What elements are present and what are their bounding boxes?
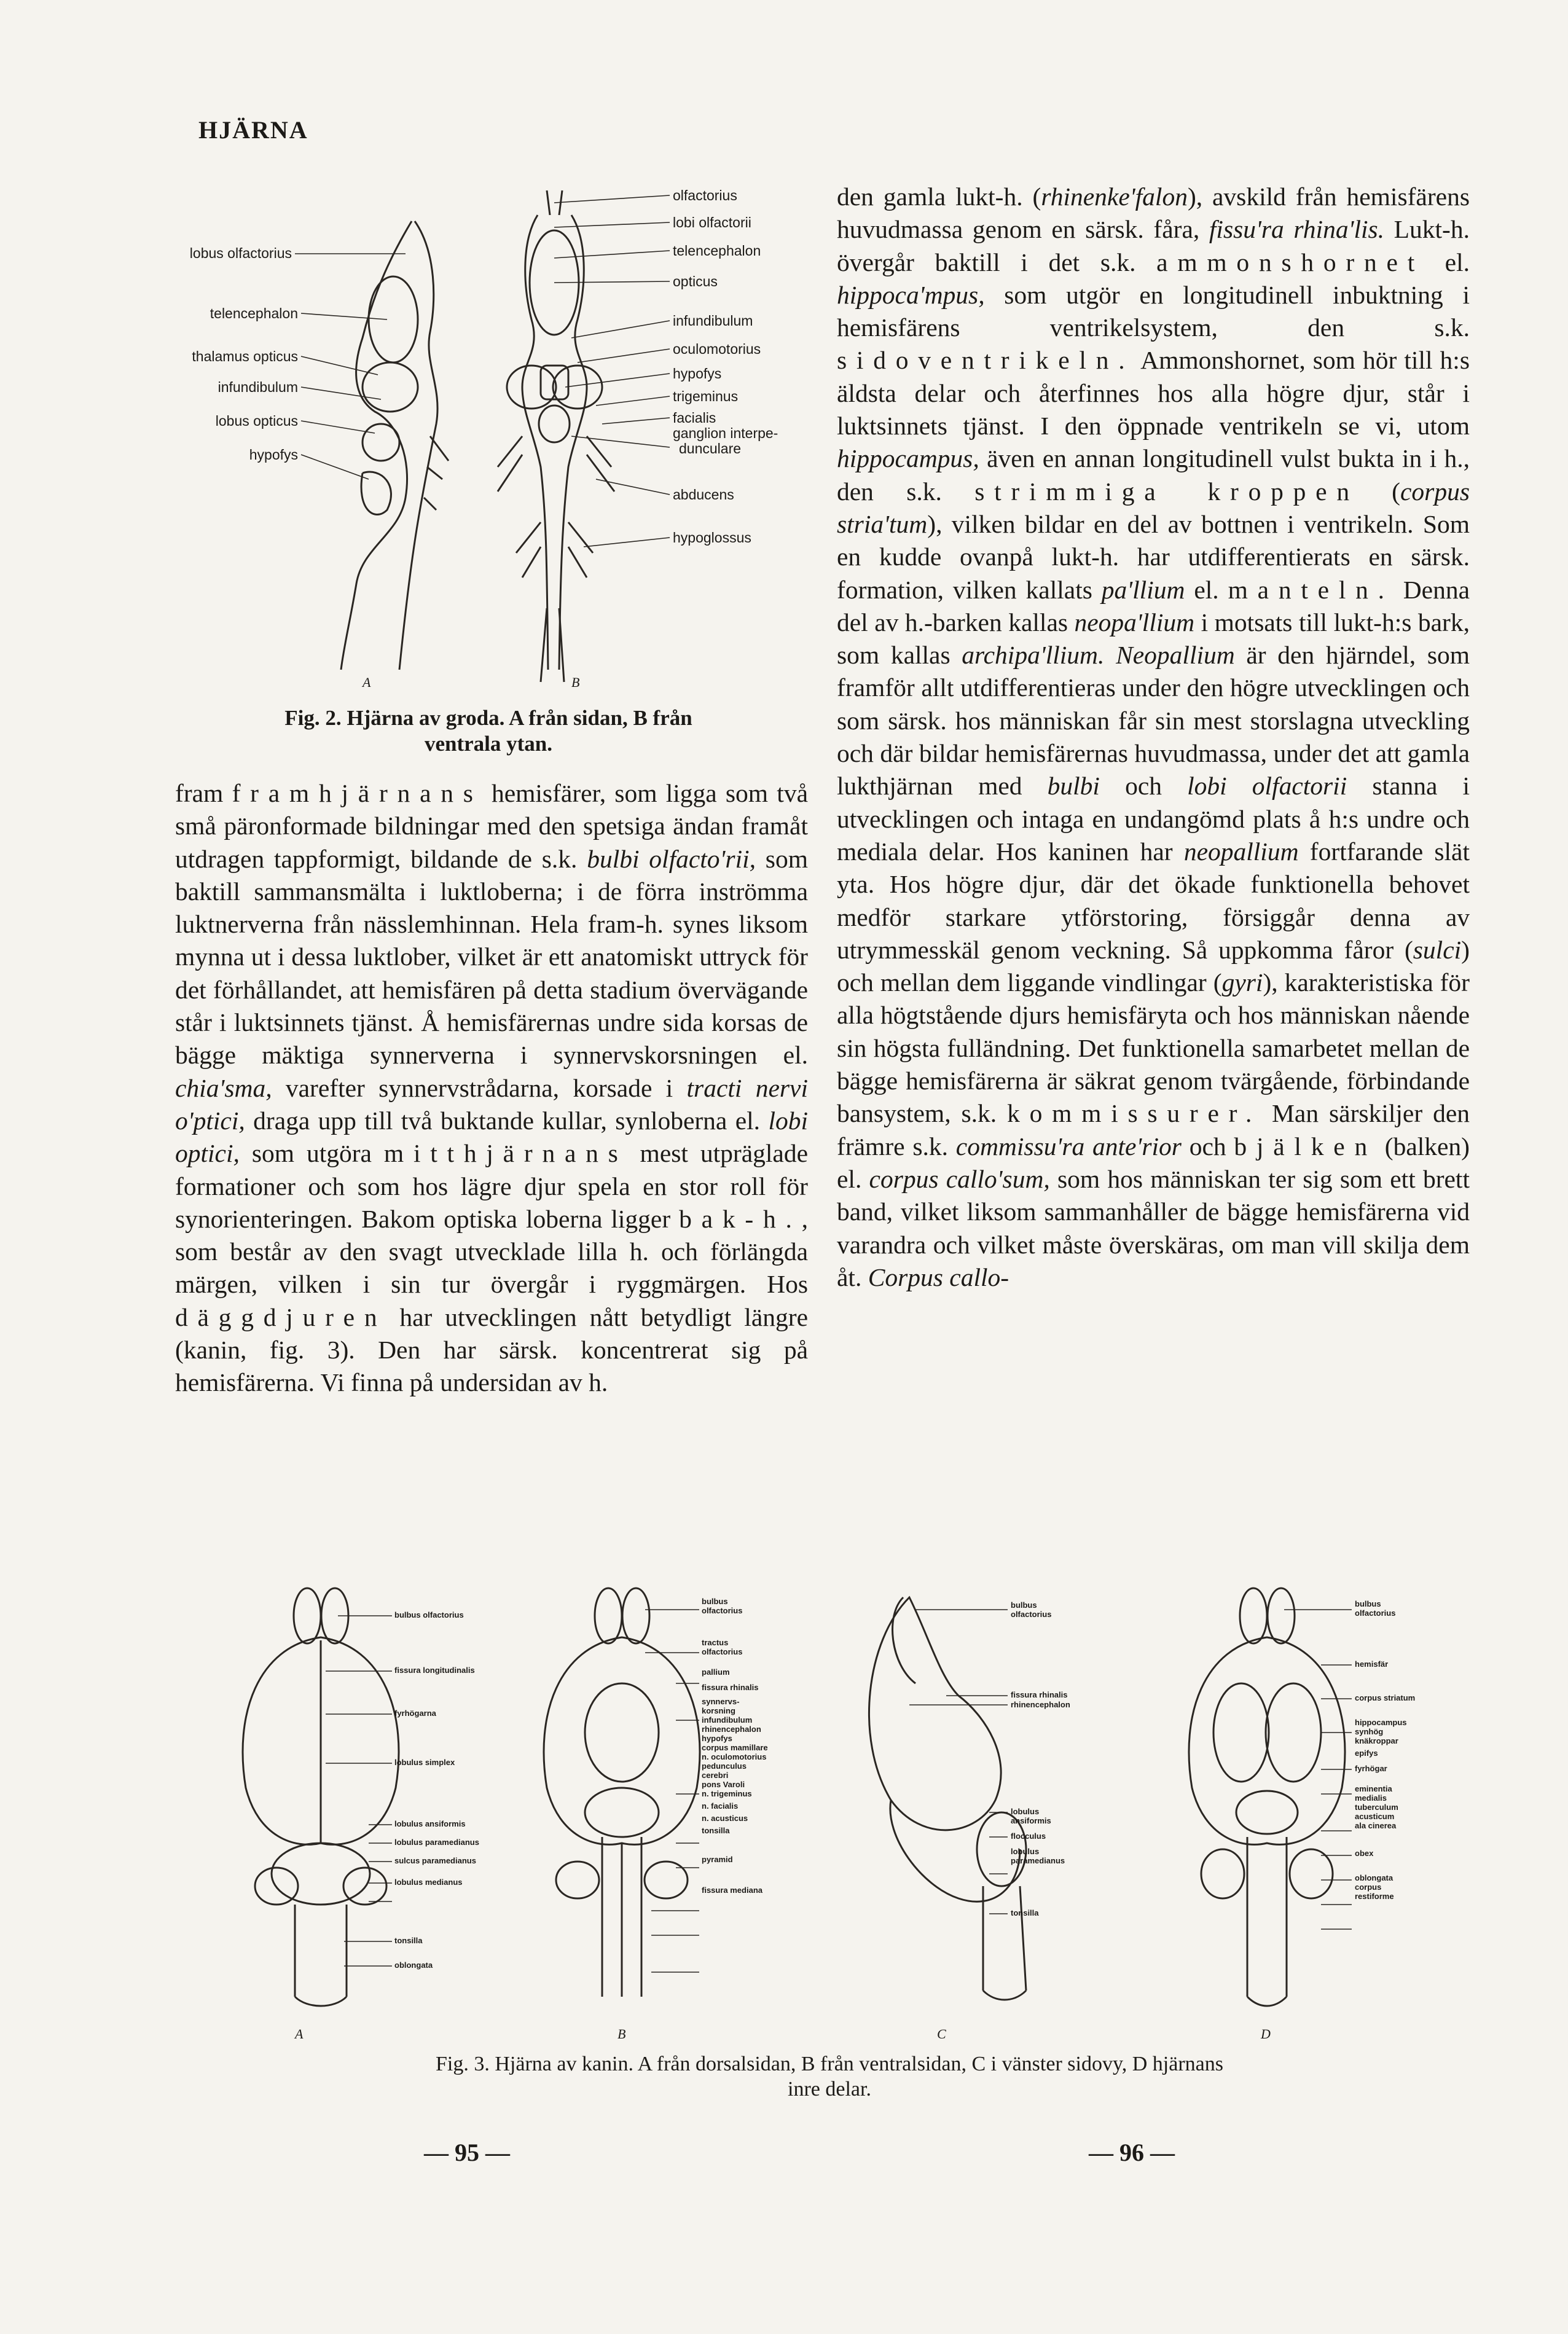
fig3b-label: pallium — [702, 1667, 730, 1677]
label-lobus-olfactorius: lobus olfactorius — [189, 245, 292, 261]
text-run: ( — [1358, 477, 1401, 506]
italic-term: gyri — [1221, 968, 1263, 997]
fig3b-label: corpus mamillare — [702, 1743, 768, 1752]
figure3-letter-b: B — [617, 2026, 626, 2042]
text-run: Ammonshornet, som hör till h:s äldsta delar och återfinnes hos alla högre djur, står i luktsinnets tjänst. I den öppnade ventrikeln se vi, utom — [837, 346, 1470, 441]
italic-term: commissu'ra ante'rior — [955, 1132, 1182, 1161]
fig3c-label: lobulus — [1011, 1847, 1040, 1856]
fig3d-label: fyrhögar — [1355, 1764, 1387, 1773]
fig3c-label: fissura rhinalis — [1011, 1690, 1068, 1699]
fig3b-label: fissura mediana — [702, 1886, 762, 1895]
text-run: fram — [175, 779, 224, 807]
fig3b-label: korsning — [702, 1706, 735, 1715]
figure2-letter-a: A — [363, 675, 371, 690]
text-run: Man särskiljer den främre s.k. — [837, 1099, 1470, 1161]
fig3c-label: bulbus — [1011, 1600, 1037, 1610]
text-run: el. — [1185, 575, 1228, 604]
text-run: ), vilken bildar en del av bottnen i ventrikeln. Som en kudde ovanpå lukt-h. har utdifferentierats en särsk. formation, vilken kallats — [837, 509, 1470, 604]
italic-term: bulbi olfacto'rii, — [587, 844, 756, 873]
figure3-letter-a: A — [295, 2026, 304, 2042]
figure3-letter-c: C — [937, 2026, 946, 2042]
rabbit-brain-dorsal-view — [243, 1588, 399, 2006]
label-thalamus-opticus: thalamus opticus — [192, 348, 298, 364]
fig3d-label: epifys — [1355, 1749, 1378, 1758]
fig3c-label: tonsilla — [1011, 1908, 1039, 1917]
fig3d-label: bulbus — [1355, 1599, 1381, 1608]
fig3a-label: oblongata — [394, 1960, 433, 1970]
fig3b-label: hypofys — [702, 1734, 732, 1743]
fig3c-label: olfactorius — [1011, 1610, 1052, 1619]
text-run: är den hjärndel, som framför allt utdifferentieras under den högre utvecklingen och som särsk. hos människan får sin mest storslagna utveckling och där bildar hemisfärernas huvudmassa, under det att gamla lukthjärnan med — [837, 641, 1470, 801]
fig3d-label: obex — [1355, 1849, 1374, 1858]
running-header: HJÄRNA — [198, 116, 308, 144]
label-trigeminus: trigeminus — [673, 388, 739, 404]
fig3b-label: fissura rhinalis — [702, 1683, 759, 1692]
fig3b-label: pons Varoli — [702, 1780, 745, 1789]
figure2-caption-line1: Fig. 2. Hjärna av groda. A från sidan, B från — [284, 706, 692, 730]
label-hypoglossus: hypoglossus — [673, 530, 751, 546]
page-number-left: — 95 — — [424, 2139, 510, 2166]
italic-term: corpus stria'tum — [837, 477, 1470, 538]
text-run — [1104, 641, 1116, 669]
frog-brain-ventral-view — [498, 190, 614, 682]
fig3a-label: sulcus paramedianus — [394, 1856, 476, 1865]
spaced-term: kommissurer. — [1007, 1099, 1262, 1128]
text-run: mest utpräglade formationer och som hos lägre djur spela en stor roll för synorienteringen. Bakom optiska loberna ligger — [175, 1139, 808, 1233]
fig3a-label: fissura longitudinalis — [394, 1666, 475, 1675]
italic-term: neopa'llium — [1074, 608, 1195, 636]
fig3a-label: bulbus olfactorius — [394, 1610, 464, 1619]
italic-term: chia'sma, — [175, 1073, 272, 1102]
fig3a-label: lobulus medianus — [394, 1878, 463, 1887]
right-column-text — [837, 181, 1470, 1294]
text-run: och — [1181, 1132, 1234, 1161]
label-olfactorius: olfactorius — [673, 187, 737, 203]
text-run: ), karakteristiska för alla högtstående djurs hemisfäryta och hos människan nående sin högsta fulländning. Det funktionella samarbetet mellan de bägge hemisfärerna är säkrat genom tvärgående, förbindande bansystem, s.k. — [837, 968, 1470, 1128]
text-run: ), avskild från hemisfärens huvudmassa genom en särsk. fåra, — [837, 182, 1470, 244]
fig3b-label: n. acusticus — [702, 1814, 748, 1823]
text-run: har utvecklingen nått betydligt längre (kanin, fig. 3). Den har särsk. koncentrerat sig på hemisfärerna. Vi finna på undersidan av h. — [175, 1302, 808, 1397]
fig3a-label: lobulus simplex — [394, 1758, 455, 1767]
text-run: som baktill sammansmälta i luktloberna; i de förra inströmma luktnerverna från nässlemhinnan. Hela fram-h. synes liksom mynna ut i dessa luktlober, vilket är ett anatomiskt uttryck för det förhållandet, att hemisfären på detta stadium övervägande står i luktsinnets tjänst. Å hemisfärernas undre sida korsas de bägge mäktiga synnerverna i synnervskorsningen el. — [175, 844, 808, 1070]
spaced-term: framhjärnans — [232, 779, 483, 807]
figure3-caption — [184, 2052, 1475, 2102]
fig3d-label: acusticum — [1355, 1812, 1395, 1821]
rabbit-brain-inner-view — [1189, 1588, 1345, 2006]
fig3b-label: tonsilla — [702, 1826, 730, 1835]
fig3b-label: pyramid — [702, 1855, 733, 1864]
fig3d-label: eminentia — [1355, 1784, 1392, 1793]
fig3b-label: synnervs- — [702, 1697, 740, 1706]
italic-term: Neopallium — [1116, 641, 1235, 670]
label-facialis: facialis — [673, 410, 716, 426]
text-run: som utgör en longitudinell inbuktning i hemisfärens ventrikelsystem, den s.k. — [837, 280, 1470, 342]
fig3d-label: olfactorius — [1355, 1608, 1396, 1618]
fig3d-label: oblongata — [1355, 1873, 1394, 1882]
italic-term: hippocampus, — [837, 444, 979, 473]
spaced-term: manteln. — [1228, 575, 1394, 604]
fig3b-label: pedunculus — [702, 1761, 747, 1771]
figure2-letter-b: B — [571, 675, 580, 690]
text-run: , som består av den svagt utvecklade lilla h. och förlängda märgen, vilken i sin tur övergår i ryggmärgen. Hos — [175, 1204, 808, 1299]
spaced-term: bak-h. — [679, 1204, 802, 1233]
figure3-letter-d: D — [1261, 2026, 1271, 2042]
italic-term: tracti nervi o'ptici, — [175, 1073, 808, 1135]
label-lobus-opticus: lobus opticus — [215, 413, 298, 429]
italic-term: lobi olfactorii — [1187, 772, 1347, 801]
italic-term: pa'llium — [1101, 575, 1185, 604]
fig3d-label: hippocampus — [1355, 1718, 1407, 1727]
text-run: som utgöra — [239, 1139, 384, 1168]
figure2-caption — [175, 705, 802, 757]
fig3b-label: rhinencephalon — [702, 1725, 761, 1734]
text-run: och — [1099, 772, 1188, 801]
fig3b-label: bulbus — [702, 1597, 728, 1606]
italic-term: sulci — [1413, 935, 1462, 964]
fig3d-label: knäkroppar — [1355, 1736, 1398, 1745]
text-run: ) och mellan dem liggande vindlingar ( — [837, 935, 1470, 997]
text-run: varefter synnervstrådarna, korsade i — [272, 1073, 687, 1102]
label-dunculare: dunculare — [679, 441, 742, 456]
italic-term: archipa'llium. — [962, 641, 1105, 670]
label-infundibulum-right: infundibulum — [673, 313, 753, 329]
text-run: Lukt-h. övergår baktill i det s.k. — [837, 215, 1470, 276]
fig3a-label: lobulus ansiformis — [394, 1819, 466, 1828]
italic-term: hippoca'mpus, — [837, 280, 985, 309]
rabbit-brain-lateral-view — [869, 1597, 1026, 2000]
text-run: som hos människan ter sig som ett brett band, vilket liksom sammanhåller de bägge hemisfärerna vid varandra och vilket måste överskäras, om man vill skilja dem åt. — [837, 1164, 1470, 1291]
figure-3 — [184, 1579, 1499, 2070]
fig3b-label: n. facialis — [702, 1801, 739, 1811]
fig3b-label: olfactorius — [702, 1647, 743, 1656]
label-lobi-olfactorii: lobi olfactorii — [673, 214, 751, 230]
fig3a-label: fyrhögarna — [394, 1709, 436, 1718]
fig3d-label: medialis — [1355, 1793, 1387, 1803]
fig3d-label: corpus — [1355, 1882, 1382, 1892]
fig3a-label: lobulus paramedianus — [394, 1838, 479, 1847]
fig3c-label: flocculus — [1011, 1831, 1046, 1841]
fig3d-label: ala cinerea — [1355, 1821, 1397, 1830]
label-ganglion-interpe: ganglion interpe- — [673, 425, 778, 441]
fig3b-label: infundibulum — [702, 1715, 753, 1725]
fig3d-label: hemisfär — [1355, 1659, 1389, 1669]
fig3c-label: paramedianus — [1011, 1856, 1065, 1865]
fig3d-label: synhög — [1355, 1727, 1384, 1736]
spaced-term: mitthjärnans — [383, 1139, 628, 1168]
fig3b-label: n. trigeminus — [702, 1789, 752, 1798]
fig3b-label: n. oculomotorius — [702, 1752, 767, 1761]
text-run: den gamla lukt-h. ( — [837, 182, 1041, 211]
label-opticus: opticus — [673, 273, 718, 289]
italic-term: corpus callo'sum, — [869, 1164, 1050, 1193]
fig3d-label: tuberculum — [1355, 1803, 1398, 1812]
fig3b-label: olfactorius — [702, 1606, 743, 1615]
spaced-term: däggdjuren — [175, 1302, 387, 1331]
fig3d-label: corpus striatum — [1355, 1693, 1416, 1702]
text-run: i motsats till lukt-h:s bark, som kallas — [837, 608, 1470, 670]
fig3b-label: tractus — [702, 1638, 729, 1647]
text-run: hemisfärer, som ligga som två små päronformade bildningar med den spetsiga ändan framåt utdragen tappformigt, bildande de s.k. — [175, 779, 808, 873]
italic-term: lobi optici, — [175, 1106, 808, 1168]
rabbit-brain-illustrations — [184, 1579, 1499, 2046]
text-run: fortfarande slät yta. Hos högre djur, där det ökade funktionella behovet medför starkare ytförstoring, försiggår denna av utrymmesskäl genom veckning. Så uppkomma fåror ( — [837, 837, 1470, 964]
text-run: stanna i utvecklingen och intaga en undangömd plats å h:s undre och mediala delar. Hos kaninen har — [837, 772, 1470, 866]
fig3a-label: tonsilla — [394, 1936, 423, 1945]
label-telencephalon: telencephalon — [210, 305, 298, 321]
fig3d-label: restiforme — [1355, 1892, 1394, 1901]
fig3b-label: cerebri — [702, 1771, 729, 1780]
right-paragraph — [837, 181, 1470, 1294]
fig3c-label: lobulus — [1011, 1807, 1040, 1816]
text-run: (balken) el. — [837, 1132, 1470, 1193]
figure3-caption-line2: inre delar. — [788, 2077, 871, 2101]
spaced-term: ammonshornet — [1156, 248, 1425, 276]
figure3-caption-line1: Fig. 3. Hjärna av kanin. A från dorsalsidan, B från ventralsidan, C i vänster sidovy, D hjärnans — [436, 2053, 1223, 2075]
italic-term: bulbi — [1047, 772, 1100, 801]
label-oculomotorius: oculomotorius — [673, 341, 761, 357]
text-run: el. — [1424, 248, 1470, 276]
spaced-term: strimmiga kroppen — [974, 477, 1359, 506]
frog-brain-lateral-view — [341, 221, 449, 670]
italic-term: rhinenke'falon — [1041, 182, 1188, 211]
figure-2 — [178, 178, 805, 707]
page-number-right: — 96 — — [1089, 2139, 1175, 2166]
fig3c-label: ansiformis — [1011, 1816, 1051, 1825]
italic-term: Corpus callo- — [868, 1263, 1009, 1291]
spaced-term: sidoventrikeln. — [837, 346, 1135, 375]
fig3c-label: rhinencephalon — [1011, 1700, 1070, 1709]
label-hypofys: hypofys — [249, 447, 298, 463]
text-run: Denna del av h.-barken kallas — [837, 575, 1470, 636]
italic-term: neopallium — [1183, 837, 1299, 866]
spaced-term: bjälken — [1234, 1132, 1377, 1161]
label-infundibulum: infundibulum — [218, 379, 298, 395]
label-hypofys-right: hypofys — [673, 366, 722, 382]
label-abducens: abducens — [673, 487, 734, 503]
italic-term: fissu'ra rhina'lis. — [1209, 215, 1385, 244]
left-paragraph — [175, 777, 808, 1400]
text-run: även en annan longitudinell vulst bukta in i h., den s.k. — [837, 444, 1470, 506]
label-telencephalon-right: telencephalon — [673, 243, 761, 259]
figure2-caption-line2: ventrala ytan. — [424, 732, 553, 756]
text-run: draga upp till två buktande kullar, synloberna el. — [245, 1106, 769, 1135]
left-column-text — [175, 777, 808, 1400]
